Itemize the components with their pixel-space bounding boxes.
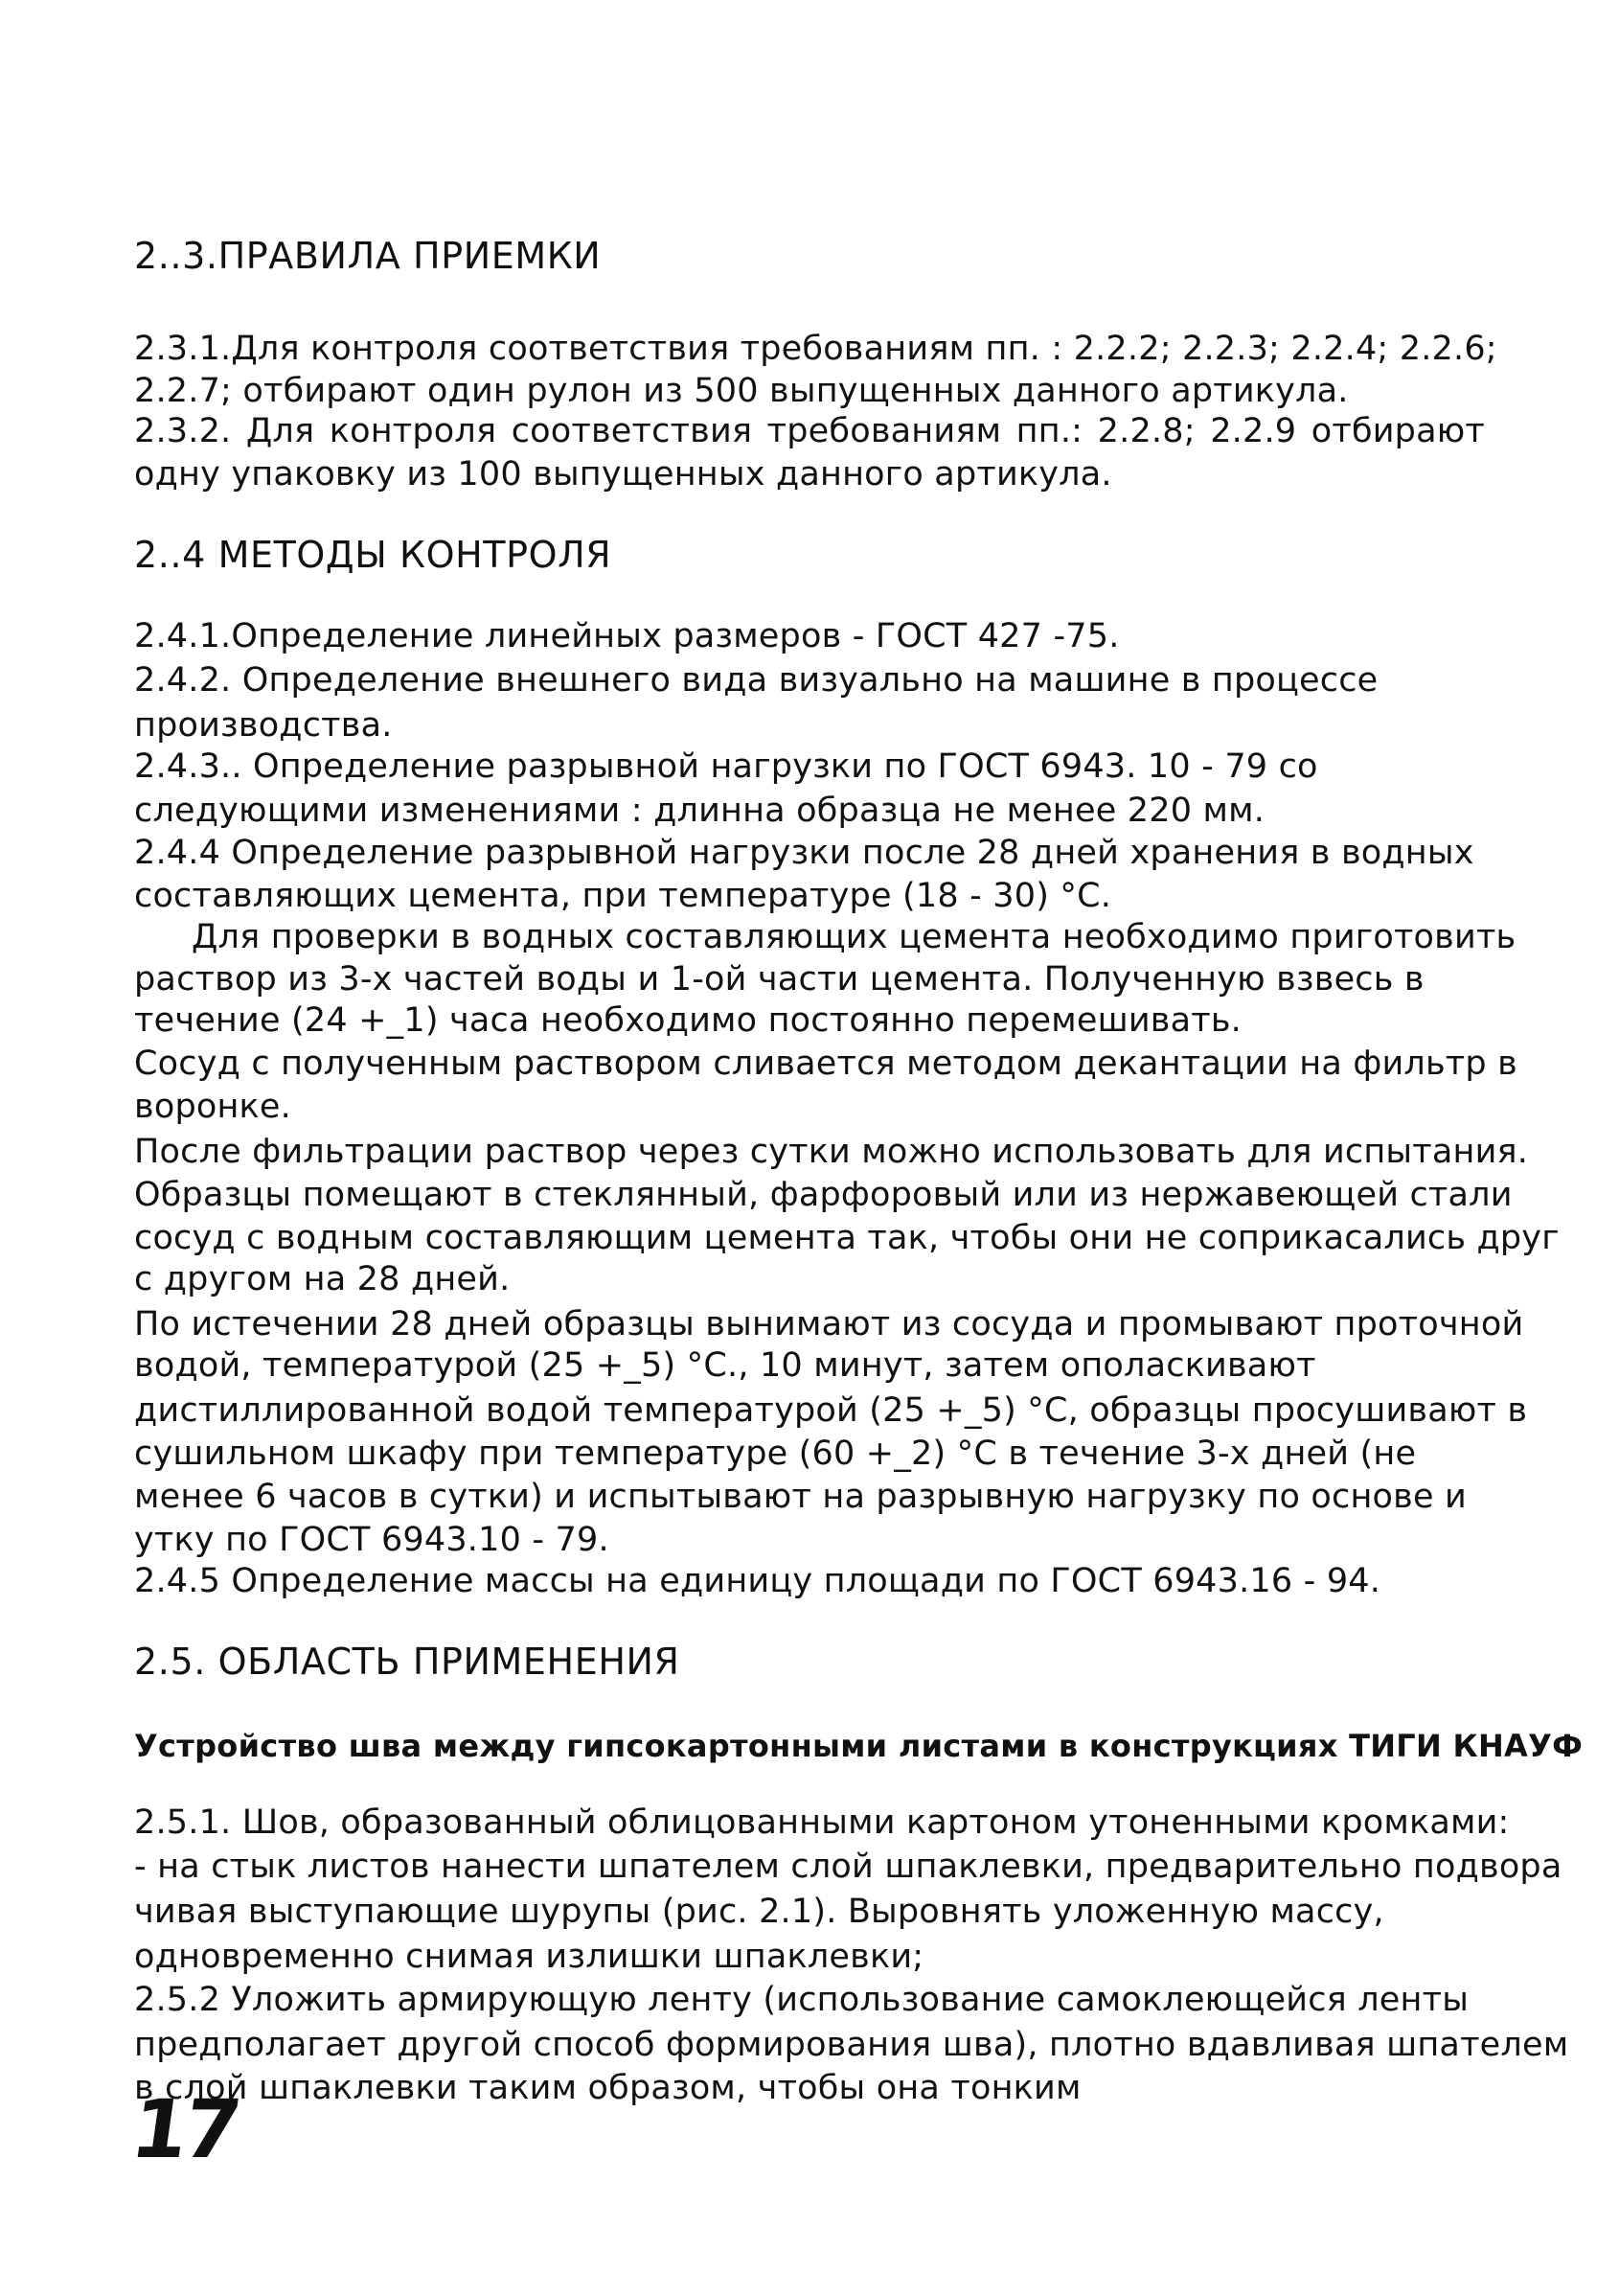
text-line: течение (24 +_1) часа необходимо постоянно перемешивать. (134, 1001, 1242, 1040)
section-heading-acceptance-rules: 2..3.ПРАВИЛА ПРИЕМКИ (134, 235, 602, 277)
text-line: сушильном шкафу при температуре (60 +_2) °С в течение 3-х дней (не (134, 1435, 1417, 1473)
text-line: 2.5.1. Шов, образованный облицованными картоном утоненными кромками: (134, 1803, 1510, 1842)
page-number: 17 (125, 2082, 243, 2176)
text-line: в слой шпаклевки таким образом, чтобы она тонким (134, 2069, 1082, 2107)
section-heading-control-methods: 2..4 МЕТОДЫ КОНТРОЛЯ (134, 534, 612, 576)
text-line: воронке. (134, 1088, 291, 1126)
text-line: чивая выступающие шурупы (рис. 2.1). Выровнять уложенную массу, (134, 1893, 1384, 1931)
text-line: утку по ГОСТ 6943.10 - 79. (134, 1521, 609, 1559)
text-line: По истечении 28 дней образцы вынимают из сосуда и промывают проточной (134, 1305, 1524, 1343)
text-line: раствор из 3-х частей воды и 1-ой части цемента. Полученную взвесь в (134, 960, 1425, 999)
text-line: 2.3.2. Для контроля соответствия требованиям пп.: 2.2.8; 2.2.9 отбирают (134, 412, 1485, 450)
text-line: дистиллированной водой температурой (25 +_5) °С, образцы просушивают в (134, 1391, 1528, 1430)
text-line: После фильтрации раствор через сутки можно использовать для испытания. (134, 1133, 1529, 1171)
text-line: 2.4.3.. Определение разрывной нагрузки по ГОСТ 6943. 10 - 79 со (134, 747, 1318, 786)
text-line: - на стык листов нанести шпателем слой шпаклевки, предварительно подвора (134, 1848, 1562, 1886)
text-line: предполагает другой способ формирования шва), плотно вдавливая шпателем (134, 2026, 1569, 2064)
text-line: Образцы помещают в стеклянный, фарфоровый или из нержавеющей стали (134, 1176, 1513, 1214)
section-heading-application-area: 2.5. ОБЛАСТЬ ПРИМЕНЕНИЯ (134, 1641, 680, 1683)
text-line: менее 6 часов в сутки) и испытывают на разрывную нагрузку по основе и (134, 1478, 1468, 1516)
text-line: производства. (134, 706, 393, 745)
text-line: одну упаковку из 100 выпущенных данного артикула. (134, 455, 1112, 494)
text-line: 2.4.4 Определение разрывной нагрузки после 28 дней хранения в водных (134, 834, 1474, 872)
text-line: с другом на 28 дней. (134, 1260, 511, 1298)
text-line: 2.4.2. Определение внешнего вида визуально на машине в процессе (134, 661, 1379, 700)
text-line: 2.2.7; отбирают один рулон из 500 выпущенных данного артикула. (134, 372, 1349, 410)
text-line: одновременно снимая излишки шпаклевки; (134, 1938, 924, 1976)
text-line: Сосуд с полученным раствором сливается методом декантации на фильтр в (134, 1045, 1517, 1083)
text-line: составляющих цемента, при температуре (18 - 30) °С. (134, 877, 1112, 915)
text-line: 2.5.2 Уложить армирующую ленту (использование самоклеющейся ленты (134, 1981, 1470, 2019)
text-line: 2.4.1.Определение линейных размеров - ГОСТ 427 -75. (134, 617, 1120, 655)
text-line: следующими изменениями : длинна образца не менее 220 мм. (134, 792, 1266, 830)
text-line: сосуд с водным составляющим цемента так, чтобы они не соприкасались друг (134, 1219, 1560, 1257)
text-line: Для проверки в водных составляющих цемента необходимо приготовить (192, 918, 1516, 956)
subheading: Устройство шва между гипсокартонными листами в конструкциях ТИГИ КНАУФ (134, 1728, 1584, 1764)
text-line: водой, температурой (25 +_5) °С., 10 минут, затем ополаскивают (134, 1346, 1316, 1385)
text-line: 2.4.5 Определение массы на единицу площади по ГОСТ 6943.16 - 94. (134, 1562, 1381, 1600)
text-line: 2.3.1.Для контроля соответствия требованиям пп. : 2.2.2; 2.2.3; 2.2.4; 2.2.6; (134, 330, 1497, 368)
